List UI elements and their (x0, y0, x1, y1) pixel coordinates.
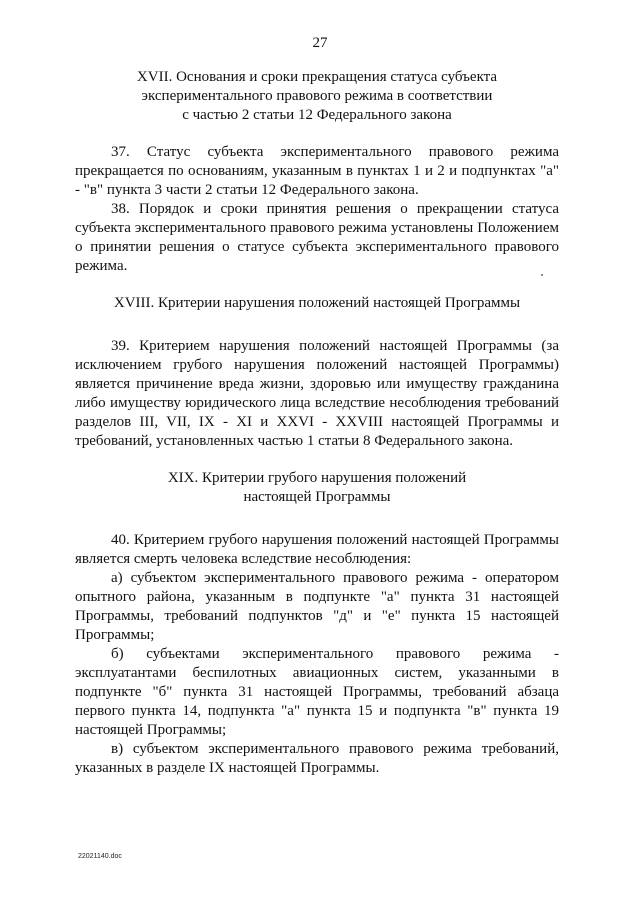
list-item-b: б) субъектами экспериментального правового режима - эксплуатантами беспилотных авиационных систем, указанными в подпункте "б" пункта 31 настоящей Программы, требований абзаца первого пункта 14, подпункта "а" пункта 15 и подпункта "в" пункта 19 настоящей Программы; (75, 646, 559, 738)
document-body (75, 68, 559, 778)
section-18-heading: XVIII. Критерии нарушения положений настоящей Программы (113, 295, 521, 311)
page-number: 27 (312, 35, 328, 51)
section-17-heading-line: XVII. Основания и сроки прекращения статуса субъекта (136, 69, 498, 85)
scan-speck (541, 274, 543, 276)
section-17-heading (75, 68, 559, 125)
section-19-heading-line: настоящей Программы (243, 489, 391, 505)
section-17-heading-line: с частью 2 статьи 12 Федерального закона (182, 107, 452, 123)
paragraph-40: 40. Критерием грубого нарушения положений настоящей Программы является смерть человека вследствие несоблюдения: (75, 532, 559, 567)
footer-file-name: 22021140.doc (78, 853, 122, 860)
list-item-v: в) субъектом экспериментального правового режима требований, указанных в разделе IX настоящей Программы. (75, 741, 559, 776)
paragraph-38: 38. Порядок и сроки принятия решения о прекращении статуса субъекта экспериментального правового режима установлены Положением о принятии решения о статусе субъекта экспериментального правового режима. (75, 201, 559, 274)
paragraph-37: 37. Статус субъекта экспериментального правового режима прекращается по основаниям, указанным в пунктах 1 и 2 и подпунктах "а" - "в" пункта 3 части 2 статьи 12 Федерального закона. (75, 144, 559, 198)
list-item-a: а) субъектом экспериментального правового режима - оператором опытного района, указанным в подпункте "а" пункта 31 настоящей Программы, требований подпунктов "д" и "е" пункта 15 настоящей Программы; (75, 570, 559, 643)
section-19-heading-line: XIX. Критерии грубого нарушения положений (167, 470, 467, 486)
paragraph-39: 39. Критерием нарушения положений настоящей Программы (за исключением грубого нарушения положений настоящей Программы) является причинение вреда жизни, здоровью или имуществу гражданина либо имуществу юридического лица вследствие несоблюдения требований разделов III, VII, IX - XI и XXVI - XXVIII настоящей Программы и требований, установленных частью 1 статьи 8 Федерального закона. (75, 338, 559, 449)
section-19-heading (75, 469, 559, 507)
section-17-heading-line: экспериментального правового режима в соответствии (141, 88, 493, 104)
